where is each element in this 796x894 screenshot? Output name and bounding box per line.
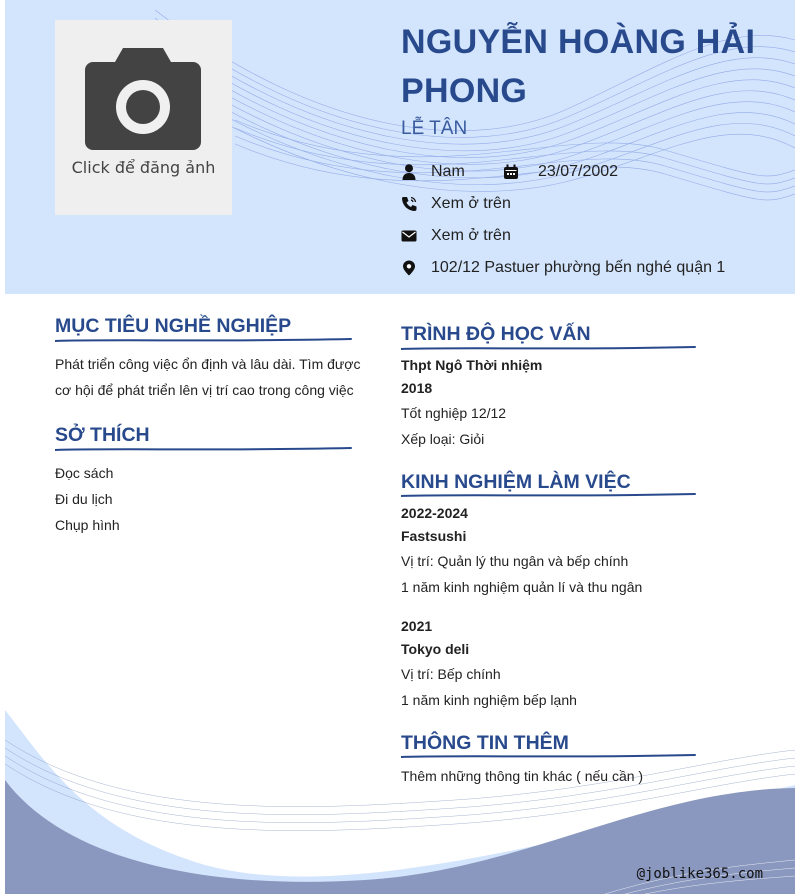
candidate-name: NGUYỄN HOÀNG HẢI PHONG (401, 23, 756, 110)
gender-row (401, 162, 511, 182)
job-company: Fastsushi (401, 528, 467, 544)
hobby-item: Chụp hình (55, 517, 120, 533)
phone-row (401, 194, 601, 214)
hobbies-title-underline (55, 445, 355, 453)
job-details (401, 548, 761, 600)
objective-line: cơ hội để phát triển lên vị trí cao trong công việc (55, 382, 354, 398)
job-period: 2022-2024 (401, 505, 468, 521)
hobby-item: Đi du lịch (55, 491, 113, 507)
job-company: Tokyo deli (401, 641, 470, 657)
address-row (401, 258, 781, 278)
watermark: @joblike365.com (636, 866, 763, 882)
experience-title-underline (401, 491, 701, 499)
email-value: Xem ở trên (431, 227, 511, 244)
job-description: 1 năm kinh nghiệm bếp lạnh (401, 692, 577, 708)
graduation-year: 2018 (401, 380, 433, 396)
objective-title: MỤC TIÊU NGHỀ NGHIỆP (55, 315, 292, 337)
address-value: 102/12 Pastuer phường bến nghé quận 1 (431, 259, 726, 276)
school-name: Thpt Ngô Thời nhiệm (401, 357, 543, 373)
footer-wave-decoration (5, 700, 795, 894)
job-description: 1 năm kinh nghiệm quản lí và thu ngân (401, 579, 643, 595)
hobbies-list (55, 460, 355, 538)
education-details (401, 400, 761, 452)
phone-value: Xem ở trên (431, 195, 511, 212)
job-role: Vị trí: Quản lý thu ngân và bếp chính (401, 553, 629, 569)
job-entry (401, 615, 761, 661)
email-row (401, 226, 601, 246)
experience-title: KINH NGHIỆM LÀM VIỆC (401, 471, 631, 493)
extra-info-text: Thêm những thông tin khác ( nếu cần ) (401, 768, 644, 784)
cv-page (5, 0, 795, 894)
envelope-icon (401, 228, 417, 244)
location-pin-icon (401, 260, 417, 276)
job-role: Vị trí: Bếp chính (401, 666, 501, 682)
photo-upload-label: Click để đăng ảnh (71, 158, 216, 177)
education-entry (401, 354, 761, 400)
calendar-icon (503, 164, 519, 180)
education-title-underline (401, 344, 701, 352)
objective-title-underline (55, 336, 355, 344)
job-position: LỄ TÂN (401, 118, 468, 139)
phone-icon (401, 196, 417, 212)
camera-icon (85, 48, 202, 150)
education-title: TRÌNH ĐỘ HỌC VẤN (401, 323, 591, 345)
extra-info-title: THÔNG TIN THÊM (401, 732, 569, 754)
job-period: 2021 (401, 618, 433, 634)
user-icon (401, 164, 417, 180)
objective-text (55, 351, 385, 403)
extra-info-title-underline (401, 752, 701, 760)
education-detail: Xếp loại: Giỏi (401, 431, 485, 447)
profile-photo-placeholder[interactable] (55, 20, 232, 215)
birthday-row (503, 162, 703, 182)
hobby-item: Đọc sách (55, 465, 114, 481)
birthday-value: 23/07/2002 (538, 163, 619, 180)
job-entry (401, 502, 761, 548)
education-detail: Tốt nghiệp 12/12 (401, 405, 507, 421)
objective-line: Phát triển công việc ổn định và lâu dài. Tìm được (55, 356, 361, 372)
gender-value: Nam (431, 163, 465, 180)
hobbies-title: SỞ THÍCH (55, 424, 150, 446)
